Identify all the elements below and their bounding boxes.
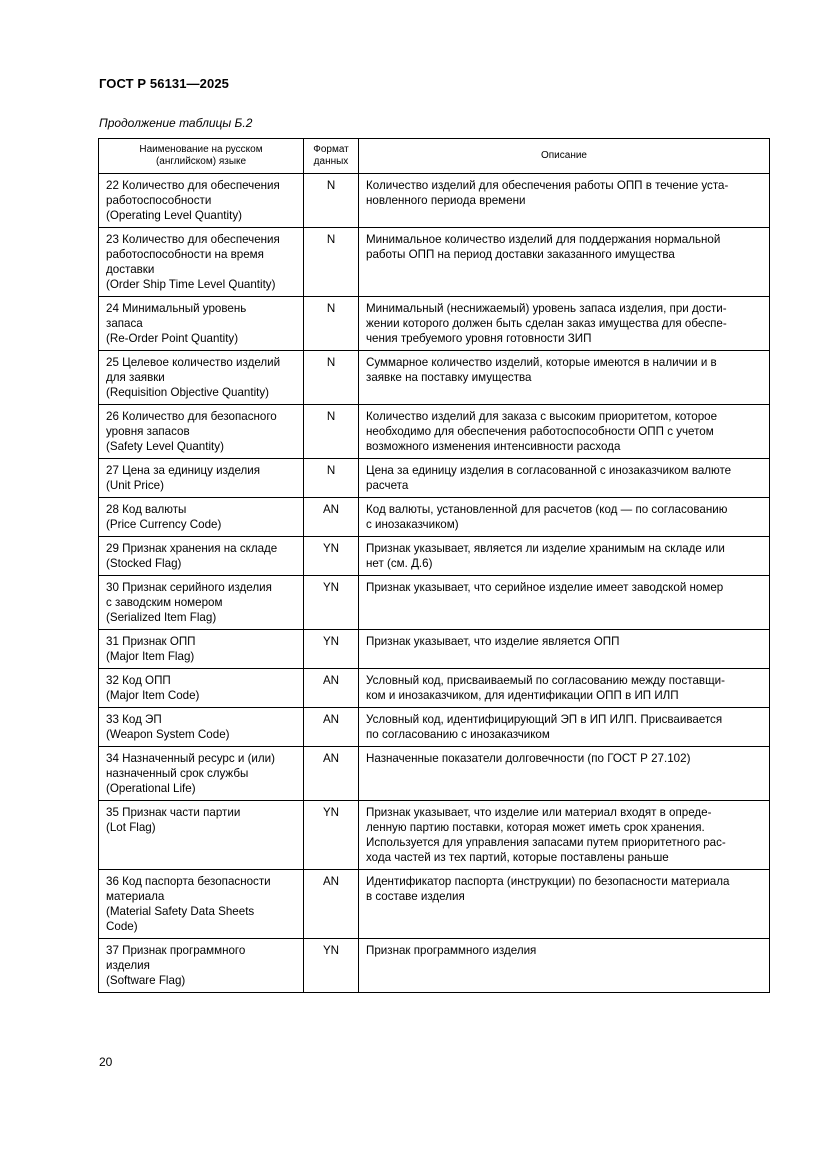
description-line: необходимо для обеспечения работоспособности ОПП с учетом [366,425,714,438]
column-header-format [304,139,359,174]
description-line: ленную партию поставки, которая может иметь срок хранения. [366,821,705,834]
table-row [99,459,770,498]
table-row [99,939,770,993]
description-line: по согласованию с инозаказчиком [366,728,550,741]
description-line: Назначенные показатели долговечности (по ГОСТ Р 27.102) [366,752,691,765]
description-line: заявке на поставку имущества [366,371,532,384]
element-name-line: (Price Currency Code) [106,518,222,531]
table-row [99,405,770,459]
description-cell [359,630,770,669]
description-cell [359,576,770,630]
element-name-line: (Weapon System Code) [106,728,230,741]
description-line: Минимальный (неснижаемый) уровень запаса изделия, при дости- [366,302,727,315]
element-name-line: 34 Назначенный ресурс и (или) [106,752,276,765]
column-header-description [359,139,770,174]
element-name-line: 35 Признак части партии [106,806,241,819]
element-name-line: (Stocked Flag) [106,557,182,570]
element-name-line: доставки [106,263,155,276]
element-name-line: (Material Safety Data Sheets [106,905,255,918]
description-cell [359,669,770,708]
data-format-cell: N [304,405,359,459]
element-name-line: Code) [106,920,138,933]
description-cell [359,228,770,297]
element-name-line: (Serialized Item Flag) [106,611,217,624]
description-line: работы ОПП на период доставки заказанного имущества [366,248,675,261]
element-name-line: (Operational Life) [106,782,196,795]
element-name-line: 26 Количество для безопасного [106,410,277,423]
data-format-cell: YN [304,576,359,630]
table-row [99,174,770,228]
description-line: расчета [366,479,409,492]
element-name-line: работоспособности [106,194,212,207]
element-name-line: 36 Код паспорта безопасности [106,875,271,888]
element-name-cell [99,576,304,630]
element-name-cell [99,228,304,297]
document-standard-header: ГОСТ Р 56131—2025 [99,76,229,91]
data-format-cell: AN [304,747,359,801]
element-name-line: (Major Item Code) [106,689,200,702]
element-name-cell [99,747,304,801]
description-line: Условный код, идентифицирующий ЭП в ИП ИЛП. Присваивается [366,713,723,726]
element-name-cell [99,174,304,228]
description-line: Цена за единицу изделия в согласованной с инозаказчиком валюте [366,464,732,477]
element-name-line: (Major Item Flag) [106,650,195,663]
description-line: в составе изделия [366,890,465,903]
description-line: Количество изделий для обеспечения работы ОПП в течение уста- [366,179,729,192]
data-format-cell: YN [304,630,359,669]
table-header-row [99,139,770,174]
element-name-line: материала [106,890,165,903]
element-name-line: (Safety Level Quantity) [106,440,224,453]
description-cell [359,297,770,351]
element-name-line: 25 Целевое количество изделий [106,356,281,369]
element-name-line: 27 Цена за единицу изделия [106,464,261,477]
element-name-cell [99,939,304,993]
description-cell [359,351,770,405]
data-format-cell: AN [304,669,359,708]
table-row [99,801,770,870]
table-row [99,630,770,669]
description-line: возможного изменения интенсивности расхода [366,440,621,453]
element-name-line: 24 Минимальный уровень [106,302,247,315]
column-header-line: данных [313,156,349,167]
element-name-cell [99,351,304,405]
table-row [99,870,770,939]
element-name-line: 37 Признак программного [106,944,246,957]
description-cell [359,870,770,939]
element-name-line: 29 Признак хранения на складе [106,542,278,555]
description-line: Признак указывает, что серийное изделие имеет заводской номер [366,581,724,594]
description-line: Условный код, присваиваемый по согласованию между поставщи- [366,674,725,687]
table-row [99,747,770,801]
description-line: Идентификатор паспорта (инструкции) по безопасности материала [366,875,730,888]
element-name-line: (Re-Order Point Quantity) [106,332,239,345]
element-name-line: (Requisition Objective Quantity) [106,386,270,399]
data-format-cell: YN [304,939,359,993]
element-name-line: с заводским номером [106,596,223,609]
table-row [99,576,770,630]
table-row [99,708,770,747]
page-number: 20 [99,1055,113,1069]
element-name-line: (Lot Flag) [106,821,156,834]
element-name-cell [99,801,304,870]
element-name-line: 32 Код ОПП [106,674,171,687]
element-name-line: 28 Код валюты [106,503,187,516]
table-row [99,228,770,297]
data-format-cell: YN [304,537,359,576]
table-row [99,498,770,537]
description-line: Признак указывает, является ли изделие хранимым на складе или [366,542,725,555]
element-name-cell [99,870,304,939]
element-name-cell [99,630,304,669]
description-line: Суммарное количество изделий, которые имеются в наличии и в [366,356,717,369]
table-row [99,351,770,405]
element-name-cell [99,498,304,537]
element-name-cell [99,537,304,576]
description-cell [359,747,770,801]
data-format-cell: AN [304,708,359,747]
description-line: новленного периода времени [366,194,526,207]
data-format-cell: AN [304,870,359,939]
description-cell [359,801,770,870]
element-name-line: (Software Flag) [106,974,186,987]
data-format-cell: N [304,351,359,405]
description-cell [359,405,770,459]
element-name-line: для заявки [106,371,165,384]
table-row [99,537,770,576]
description-line: Количество изделий для заказа с высоким приоритетом, которое [366,410,718,423]
data-format-cell: YN [304,801,359,870]
element-name-line: (Order Ship Time Level Quantity) [106,278,276,291]
description-line: Используется для управления запасами путем приоритетного рас- [366,836,726,849]
description-line: Минимальное количество изделий для поддержания нормальной [366,233,721,246]
description-line: Признак программного изделия [366,944,537,957]
description-cell [359,459,770,498]
element-name-line: назначенный срок службы [106,767,249,780]
column-header-line: Описание [540,150,587,161]
column-header-line: Формат [313,144,349,155]
description-cell [359,708,770,747]
element-name-line: 23 Количество для обеспечения [106,233,280,246]
element-name-line: изделия [106,959,150,972]
column-header-name [99,139,304,174]
element-name-cell [99,459,304,498]
description-line: Код валюты, установленной для расчетов (код — по согласованию [366,503,728,516]
element-name-line: уровня запасов [106,425,190,438]
description-cell [359,498,770,537]
element-name-line: запаса [106,317,143,330]
description-line: чения требуемого уровня готовности ЗИП [366,332,592,345]
column-header-line: (английском) языке [155,156,247,167]
element-name-cell [99,708,304,747]
description-line: нет (см. Д.6) [366,557,433,570]
description-line: хода частей из тех партий, которые поставлены раньше [366,851,669,864]
data-format-cell: N [304,174,359,228]
element-name-line: (Operating Level Quantity) [106,209,242,222]
table-body [99,174,770,993]
data-elements-table [98,138,770,993]
element-name-line: 22 Количество для обеспечения [106,179,280,192]
element-name-cell [99,405,304,459]
table-row [99,669,770,708]
description-line: Признак указывает, что изделие является ОПП [366,635,620,648]
data-format-cell: N [304,459,359,498]
description-line: ком и инозаказчиком, для идентификации ОПП в ИП ИЛП [366,689,679,702]
column-header-line: Наименование на русском [139,144,263,155]
data-format-cell: N [304,297,359,351]
description-line: Признак указывает, что изделие или материал входят в опреде- [366,806,712,819]
data-format-cell: N [304,228,359,297]
element-name-cell [99,297,304,351]
description-cell [359,939,770,993]
description-line: жении которого должен быть сделан заказ имущества для обеспе- [366,317,727,330]
description-line: с инозаказчиком) [366,518,459,531]
data-format-cell: AN [304,498,359,537]
element-name-line: 31 Признак ОПП [106,635,196,648]
table-row [99,297,770,351]
table-caption: Продолжение таблицы Б.2 [99,116,253,130]
element-name-line: (Unit Price) [106,479,164,492]
element-name-line: 33 Код ЭП [106,713,162,726]
element-name-cell [99,669,304,708]
element-name-line: работоспособности на время [106,248,264,261]
element-name-line: 30 Признак серийного изделия [106,581,272,594]
description-cell [359,537,770,576]
description-cell [359,174,770,228]
